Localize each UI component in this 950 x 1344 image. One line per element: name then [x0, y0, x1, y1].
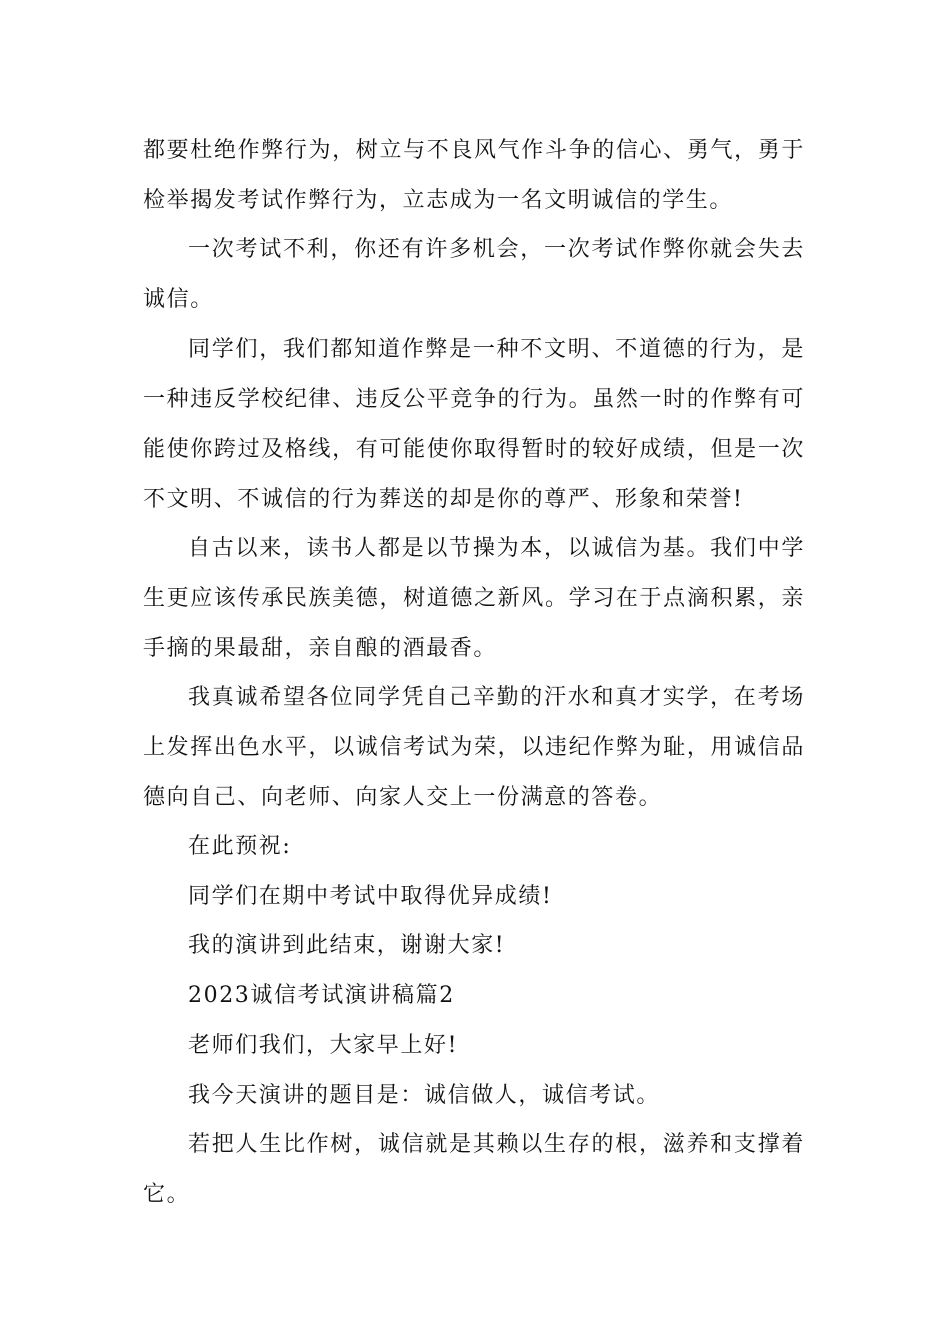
- paragraph-7: 同学们在期中考试中取得优异成绩!: [188, 884, 553, 909]
- paragraph-10: 我今天演讲的题目是：诚信做人，诚信考试。: [188, 1083, 661, 1108]
- section-heading: 2023诚信考试演讲稿篇2: [188, 983, 455, 1008]
- paragraph-4: 自古以来，读书人都是以节操为本，以诚信为基。我们中学生更应该传承民族美德，树道德之新风。学习在于点滴积累，亲手摘的果最甜，亲自酿的酒最香。: [143, 536, 805, 661]
- paragraph-11: 若把人生比作树，诚信就是其赖以生存的根，滋养和支撑着它。: [143, 1132, 805, 1207]
- paragraph-2: 一次考试不利，你还有许多机会，一次考试作弊你就会失去诚信。: [143, 237, 805, 312]
- paragraph-6: 在此预祝:: [188, 834, 292, 859]
- paragraph-5: 我真诚希望各位同学凭自己辛勤的汗水和真才实学，在考场上发挥出色水平，以诚信考试为荣，以违纪作弊为耻，用诚信品德向自己、向老师、向家人交上一份满意的答卷。: [143, 685, 805, 810]
- paragraph-1: 都要杜绝作弊行为，树立与不良风气作斗争的信心、勇气，勇于检举揭发考试作弊行为，立志成为一名文明诚信的学生。: [143, 138, 805, 213]
- paragraph-9: 老师们我们，大家早上好!: [188, 1033, 459, 1058]
- paragraph-3: 同学们，我们都知道作弊是一种不文明、不道德的行为，是一种违反学校纪律、违反公平竞争的行为。虽然一时的作弊有可能使你跨过及格线，有可能使你取得暂时的较好成绩，但是一次不文明、不诚信的行为葬送的却是你的尊严、形象和荣誉!: [143, 337, 805, 512]
- paragraph-8: 我的演讲到此结束，谢谢大家!: [188, 933, 506, 958]
